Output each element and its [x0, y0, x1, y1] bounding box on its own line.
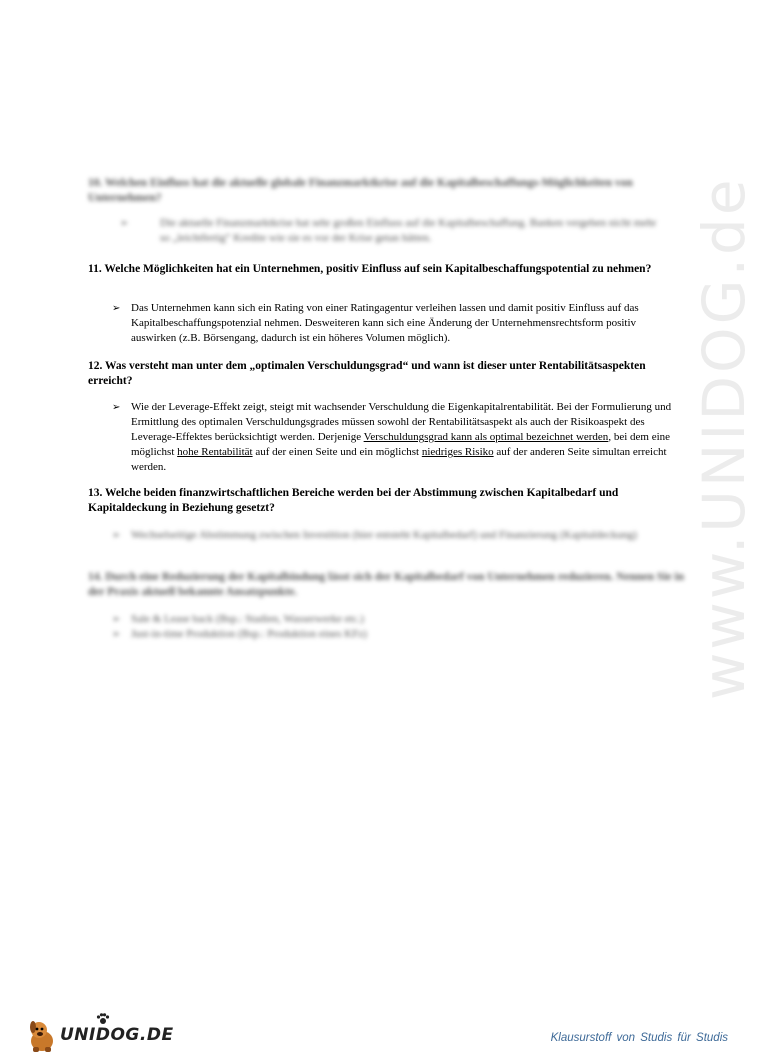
logo-text: UNIDOG.DE: [60, 1025, 174, 1045]
arrow-bullet-icon: ➢: [112, 530, 121, 541]
question-10-answer: ➢ Die aktuelle Finanzmarktkrise hat sehr großen Einfluss auf die Kapitalbeschaffung. Banken vergeben nicht mehr so „leichtfertig“ Kredite wie sie es vor der Krise getan hätten.: [120, 217, 657, 244]
question-14-answer-2: ➢ Just-in-time Produktion (Bsp.: Produktion eines KFz): [112, 628, 367, 640]
arrow-bullet-icon: ➢: [112, 614, 121, 625]
dog-mascot-icon: [24, 1015, 60, 1055]
question-11-title: 11. Welche Möglichkeiten hat ein Unternehmen, positiv Einfluss auf sein Kapitalbeschaffungspotential zu nehmen?: [88, 263, 652, 275]
unidog-logo[interactable]: [24, 1015, 214, 1055]
arrow-bullet-icon: ➢: [112, 629, 121, 640]
question-12-title: 12. Was versteht man unter dem „optimalen Verschuldungsgrad“ und wann ist dieser unter Rentabilitätsaspekten erreicht?: [88, 360, 646, 387]
question-14-answer-1: ➢ Sale & Lease back (Bsp.: Stadien, Wasserwerke etc.): [112, 613, 364, 625]
underlined-phrase: niedriges Risiko: [421, 446, 494, 458]
question-14-title: 14. Durch eine Reduzierung der Kapitalbindung lässt sich der Kapitalbedarf von Unternehmen reduzieren. Nennen Sie in der Praxis aktuell bekannte Ansatzpunkte.: [88, 571, 685, 598]
question-13-answer: ➢ Wechselseitige Abstimmung zwischen Investition (hier entsteht Kapitalbedarf) und Finanzierung (Kapitaldeckung): [112, 529, 637, 541]
underlined-phrase: Verschuldungsgrad kann als optimal bezeichnet werden: [363, 431, 609, 443]
underlined-phrase: hohe Rentabilität: [177, 446, 253, 458]
question-13-title: 13. Welche beiden finanzwirtschaftlichen Bereiche werden bei der Abstimmung zwischen Kapitalbedarf und Kapitaldeckung in Beziehung gesetzt?: [88, 487, 619, 514]
arrow-bullet-icon: ➢: [112, 402, 121, 413]
watermark: www.UNIDOG.de: [690, 176, 758, 700]
question-10-title: 10. Welchen Einfluss hat die aktuelle globale Finanzmarktkrise auf die Kapitalbeschaffungs-Möglichkeiten von Unternehmen?: [88, 177, 633, 204]
arrow-bullet-icon: ➢: [120, 218, 129, 229]
question-11-answer: ➢ Das Unternehmen kann sich ein Rating von einer Ratingagentur verleihen lassen und damit positiv Einfluss auf das Kapitalbeschaffungspotenzial nehmen. Desweiteren kann sich eine Änderung der Unternehmensrechtsform positiv auswirken (z.B. Börsengang, dadurch ist ein höheres Volumen möglich).: [112, 302, 639, 344]
arrow-bullet-icon: ➢: [112, 303, 121, 314]
footer-slogan: Klausurstoff von Studis für Studis: [550, 1032, 728, 1044]
paw-icon: [96, 1013, 110, 1025]
question-12-answer: ➢ Wie der Leverage-Effekt zeigt, steigt mit wachsender Verschuldung die Eigenkapitalrentabilität. Bei der Formulierung und Ermittlung des optimalen Verschuldungsgrades müssen sowohl der Rentabilitätsaspekt als auch der Risikoaspekt des Leverage-Effektes berücksichtigt werden. Derjenige Verschuldungsgrad kann als optimal bezeichnet werden, bei dem eine möglichst hohe Rentabilität auf der einen Seite und ein möglichst niedriges Risiko auf der anderen Seite simultan erreicht werden.: [112, 401, 672, 473]
